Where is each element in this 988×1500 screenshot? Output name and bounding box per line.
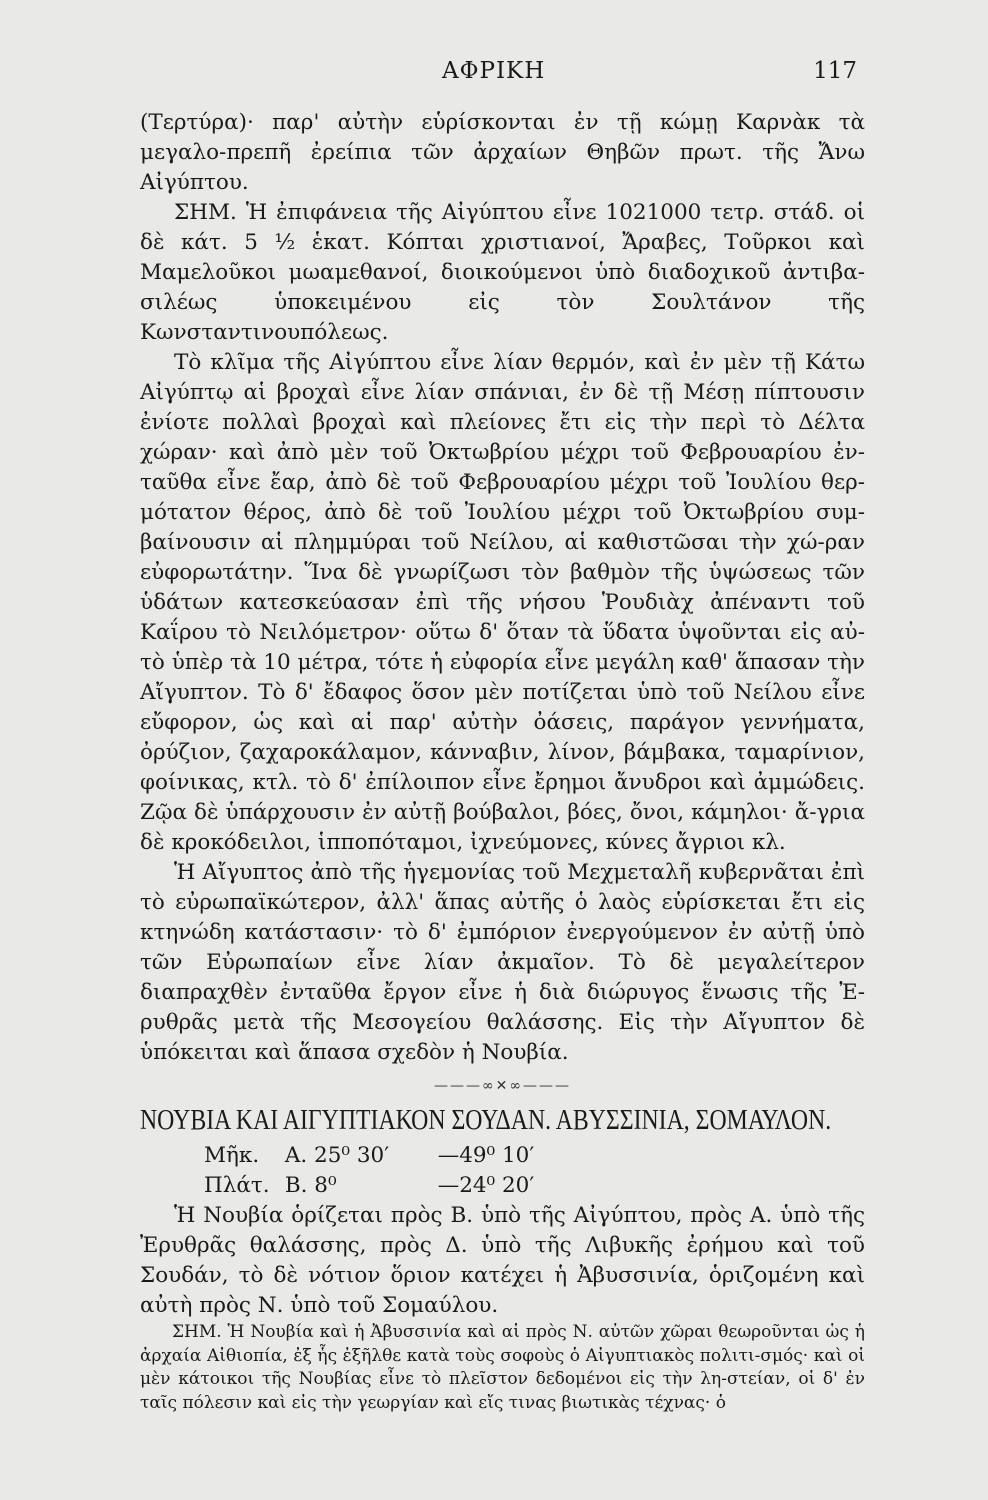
latitude-row bbox=[204, 1171, 865, 1201]
footnote-nubia: ΣΗΜ. Ἡ Νουβία καὶ ἡ Ἀβυσσινία καὶ αἱ πρὸς Ν. αὐτῶν χῶραι θεωροῦνται ὡς ἡ ἀρχαία Αἰθιοπία, ἐξ ἧς ἐξῆλθε κατὰ τοὺς σοφοὺς ὁ Αἰγυπτιακὸς πολιτι-σμός· καὶ οἱ μὲν κάτοικοι τῆς Νουβίας εἶνε τὸ πλεῖστον δεδομένοι εἰς τὴν λη-στείαν, οἱ δ' ἐν ταῖς πόλεσιν καὶ εἰς τὴν γεωργίαν καὶ εἴς τινας βιωτικὰς τέχνας· ὁ bbox=[140, 1322, 865, 1413]
paragraph-government: Ἡ Αἴγυπτος ἀπὸ τῆς ἡγεμονίας τοῦ Μεχμεταλῆ κυβερνᾶται ἐπὶ τὸ εὐρωπαϊκώτερον, ἀλλ' ἅπας αὐτῆς ὁ λαὸς εὑρίσκεται ἔτι εἰς κτηνώδη κατάστασιν· τὸ δ' ἐμπόριον ἐνεργούμενον ἐν αὐτῇ ὑπὸ τῶν Εὐρωπαίων εἶνε λίαν ἀκμαῖον. Τὸ δὲ μεγαλείτερον διαπραχθὲν ἐνταῦθα ἔργον εἶνε ἡ διὰ διώρυγος ἕνωσις τῆς Ἐ-ρυθρᾶς μετὰ τῆς Μεσογείου θαλάσσης. Εἰς τὴν Αἴγυπτον δὲ ὑπόκειται καὶ ἅπασα σχεδὸν ἡ Νουβία. bbox=[140, 860, 865, 1065]
latitude-from: Β. 8⁰ bbox=[284, 1173, 337, 1198]
paragraph-egypt-note: ΣΗΜ. Ἡ ἐπιφάνεια τῆς Αἰγύπτου εἶνε 1021000 τετρ. στάδ. οἱ δὲ κάτ. 5 ½ ἑκατ. Κόπται χριστιανοί, Ἄραβες, Τοῦρκοι καὶ Μαμελοῦκοι μωαμεθανοί, διοικούμενοι ὑπὸ διαδοχικοῦ ἀντιβα-σιλέως ὑποκειμένου εἰς τὸν Σουλτάνον τῆς Κωνσταντινουπόλεως. bbox=[140, 200, 865, 345]
longitude-label: Μῆκ. bbox=[204, 1143, 260, 1168]
page-number: 117 bbox=[813, 58, 857, 84]
running-title: ΑΦΡΙΚΗ bbox=[442, 58, 546, 84]
longitude-row bbox=[204, 1141, 865, 1171]
latitude-label: Πλάτ. bbox=[204, 1173, 270, 1198]
longitude-to: —49⁰ 10′ bbox=[437, 1143, 535, 1168]
paragraph-nubia: Ἡ Νουβία ὁρίζεται πρὸς Β. ὑπὸ τῆς Αἰγύπτου, πρὸς Α. ὑπὸ τῆς Ἐρυθρᾶς θαλάσσης, πρὸς Δ. ὑπὸ τῆς Λιβυκῆς ἐρήμου καὶ τοῦ Σουδάν, τὸ δὲ νότιον ὅριον κατέχει ἡ Ἀβυσσινία, ὁριζομένη καὶ αὐτὴ πρὸς Ν. ὑπὸ τοῦ Σομαύλου. bbox=[140, 1203, 865, 1318]
coordinates-block bbox=[204, 1141, 865, 1201]
section-title: ΝΟΥΒΙΑ ΚΑΙ ΑΙΓΥΠΤΙΑΚΟΝ ΣΟΥΔΑΝ. ΑΒΥΣΣΙΝΙΑ, ΣΟΜΑΥΛΟΝ. bbox=[140, 1104, 832, 1136]
page-body bbox=[140, 108, 865, 1415]
longitude-from: Α. 25⁰ 30′ bbox=[284, 1143, 390, 1168]
page-header bbox=[140, 58, 865, 98]
paragraph-thebes: (Τερτύρα)· παρ' αὐτὴν εὑρίσκονται ἐν τῇ κώμῃ Καρνὰκ τὰ μεγαλο-πρεπῆ ἐρείπια τῶν ἀρχαίων Θηβῶν πρωτ. τῆς Ἄνω Αἰγύπτου. bbox=[140, 110, 865, 195]
paragraph-climate: Τὸ κλῖμα τῆς Αἰγύπτου εἶνε λίαν θερμόν, καὶ ἐν μὲν τῇ Κάτω Αἰγύπτῳ αἱ βροχαὶ εἶνε λίαν σπάνιαι, ἐν δὲ τῇ Μέσῃ πίπτουσιν ἐνίοτε πολλαὶ βροχαὶ καὶ πλείονες ἔτι εἰς τὴν περὶ τὸ Δέλτα χώραν· καὶ ἀπὸ μὲν τοῦ Ὀκτωβρίου μέχρι τοῦ Φεβρουαρίου ἐν-ταῦθα εἶνε ἔαρ, ἀπὸ δὲ τοῦ Φεβρουαρίου μέχρι τοῦ Ἰουλίου θερ-μότατον θέρος, ἀπὸ δὲ τοῦ Ἰουλίου μέχρι τοῦ Ὀκτωβρίου συμ-βαίνουσιν αἱ πλημμύραι τοῦ Νείλου, αἱ καθιστῶσαι τὴν χώ-ραν εὐφορωτάτην. Ἵνα δὲ γνωρίζωσι τὸν βαθμὸν τῆς ὑψώσεως τῶν ὑδάτων κατεσκεύασαν ἐπὶ τῆς νήσου Ῥουδιὰχ ἀπέναντι τοῦ Καΐρου τὸ Νειλόμετρον· οὕτω δ' ὅταν τὰ ὕδατα ὑψοῦνται εἰς αὐ-τὸ ὑπὲρ τὰ 10 μέτρα, τότε ἡ εὐφορία εἶνε μεγάλη καθ' ἅπασαν τὴν Αἴγυπτον. Τὸ δ' ἔδαφος ὅσον μὲν ποτίζεται ὑπὸ τοῦ Νείλου εἶνε εὔφορον, ὡς καὶ αἱ παρ' αὐτὴν ὀάσεις, παράγον γεννήματα, ὀρύζιον, ζαχαροκάλαμον, κάνναβιν, λίνον, βάμβακα, ταμαρίνιον, φοίνικας, κτλ. τὸ δ' ἐπίλοιπον εἶνε ἔρημοι ἄνυδροι καὶ ἀμμώδεις. Ζῷα δὲ ὑπάρχουσιν ἐν αὐτῇ βούβαλοι, βόες, ὄνοι, κάμηλοι· ἄ-γρια δὲ κροκόδειλοι, ἱπποπόταμοι, ἰχνεύμονες, κύνες ἄγριοι κλ. bbox=[140, 350, 865, 855]
ornamental-divider: ———∞✕∞——— bbox=[433, 1078, 572, 1094]
latitude-to: —24⁰ 20′ bbox=[437, 1173, 535, 1198]
